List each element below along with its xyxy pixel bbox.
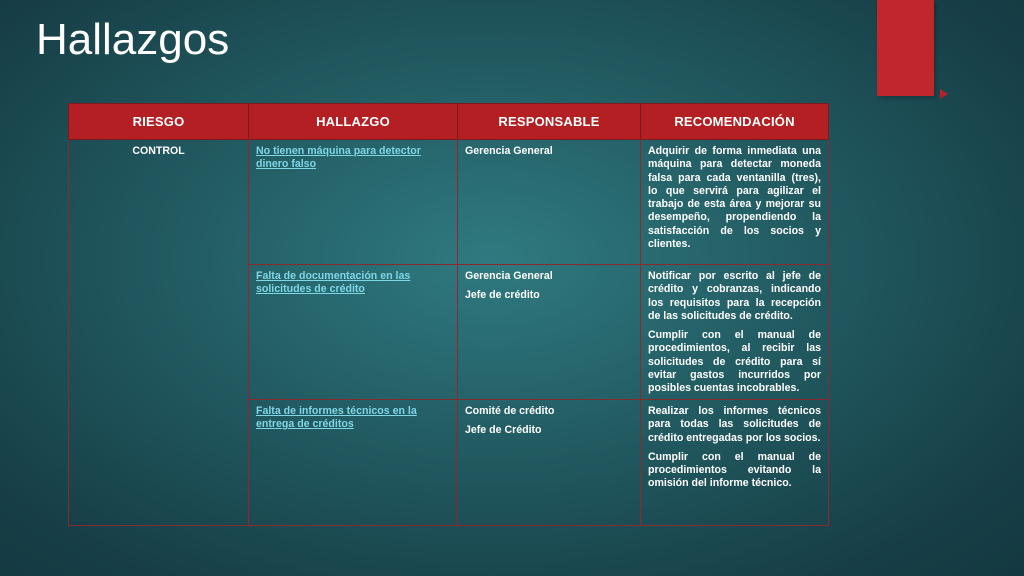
table-header-row xyxy=(69,104,829,140)
risk-cell: CONTROL xyxy=(69,140,249,526)
finding-link[interactable]: Falta de informes técnicos en la entrega de créditos xyxy=(256,405,417,431)
responsible-item: Gerencia General xyxy=(465,145,553,157)
header-hallazgo: HALLAZGO xyxy=(249,104,458,140)
findings-table xyxy=(68,103,829,526)
recommendation-text: Cumplir con el manual de procedimientos, al recibir las solicitudes de crédito para sí evitar gastos incurridos por posibles cuentas incobrables. xyxy=(648,329,821,395)
responsible-item: Comité de crédito xyxy=(465,405,555,417)
header-riesgo: RIESGO xyxy=(69,104,249,140)
recommendation-text: Cumplir con el manual de procedimientos evitando la omisión del informe técnico. xyxy=(648,450,821,490)
header-recomendacion: RECOMENDACIÓN xyxy=(641,104,829,140)
play-arrow-icon xyxy=(940,89,948,99)
responsible-item: Jefe de crédito xyxy=(465,289,540,302)
responsible-cell xyxy=(458,140,641,265)
recommendation-text: Notificar por escrito al jefe de crédito y cobranzas, indicando los requisitos para la recepción de las solicitudes de crédito. xyxy=(648,270,821,322)
red-accent-bar xyxy=(877,0,934,96)
finding-link[interactable]: Falta de documentación en las solicitudes de crédito xyxy=(256,270,411,296)
responsible-cell xyxy=(458,400,641,526)
responsible-item: Gerencia General xyxy=(465,270,553,282)
responsible-item: Jefe de Crédito xyxy=(465,424,542,437)
finding-cell xyxy=(249,400,458,526)
finding-cell xyxy=(249,265,458,400)
recommendation-cell xyxy=(641,140,829,265)
responsible-cell xyxy=(458,265,641,400)
recommendation-text: Adquirir de forma inmediata una máquina para detectar moneda falsa para cada ventanilla (tres), lo que servirá para agilizar el trabajo de esta área y mejorar su desempeño, propendiendo la satisfacción de los socios y clientes. xyxy=(648,145,821,251)
header-responsable: RESPONSABLE xyxy=(458,104,641,140)
table-row xyxy=(69,140,829,265)
slide-title: Hallazgos xyxy=(36,15,230,64)
recommendation-cell xyxy=(641,400,829,526)
recommendation-cell xyxy=(641,265,829,400)
finding-cell xyxy=(249,140,458,265)
recommendation-text: Realizar los informes técnicos para todas las solicitudes de crédito entregadas por los socios. xyxy=(648,405,821,444)
finding-link[interactable]: No tienen máquina para detector dinero falso xyxy=(256,145,421,171)
